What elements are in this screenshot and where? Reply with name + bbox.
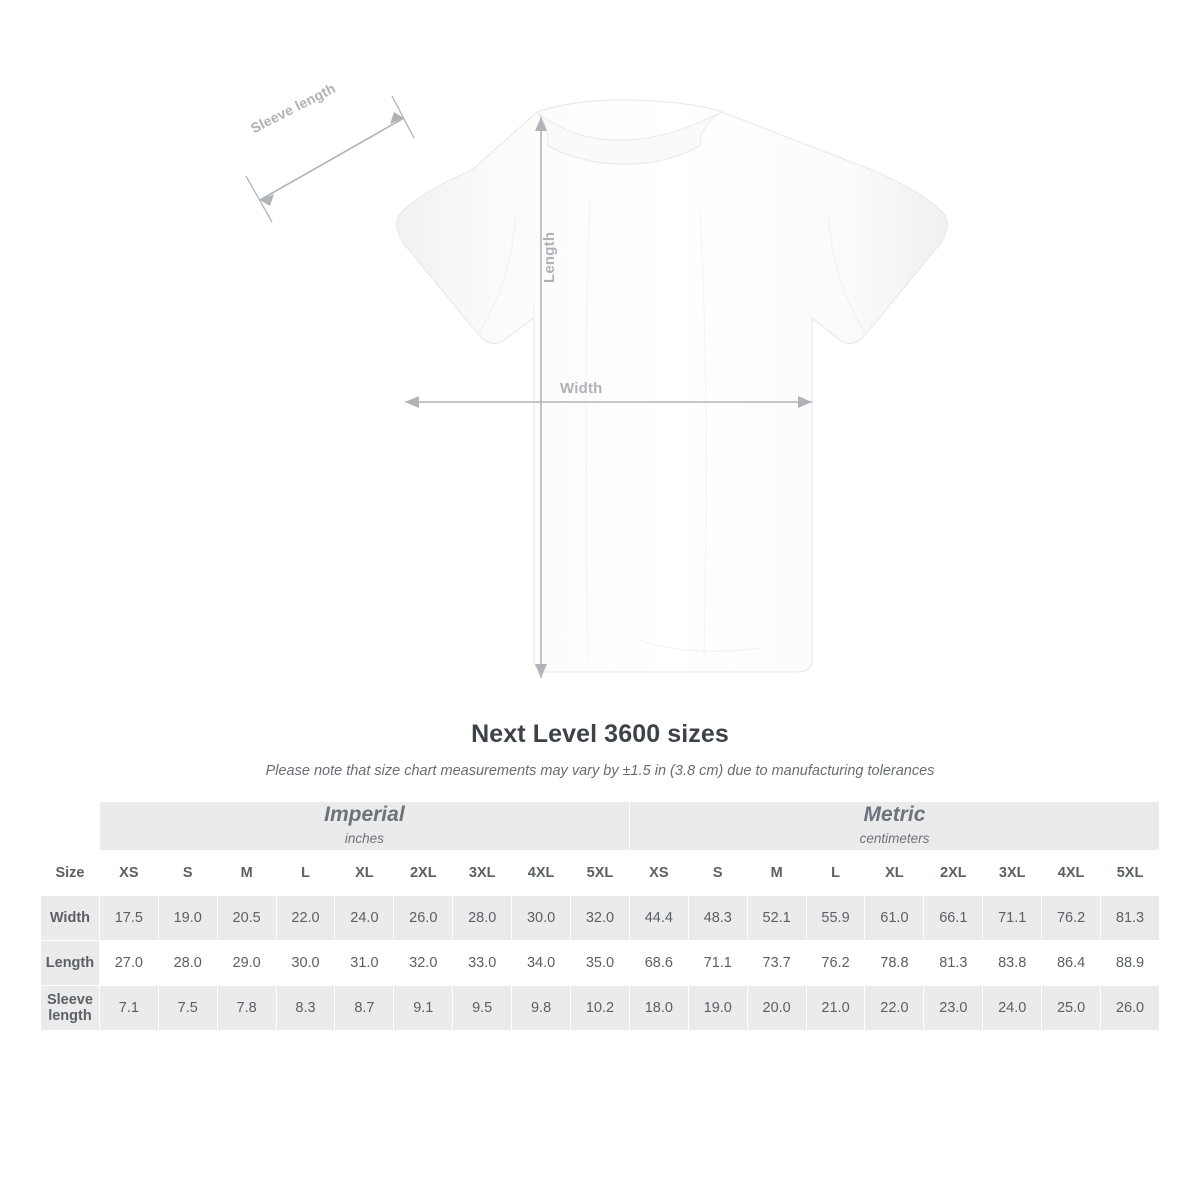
measurement-cell: 9.8 <box>512 985 571 1030</box>
size-chart-table <box>40 801 1160 1031</box>
measurement-cell: 7.8 <box>217 985 276 1030</box>
size-column-header: 2XL <box>394 850 453 895</box>
measurement-cell: 28.0 <box>453 895 512 940</box>
measurement-cell: 22.0 <box>276 895 335 940</box>
measurement-cell: 26.0 <box>1101 985 1160 1030</box>
measurement-row-label: Sleeve length <box>41 985 100 1030</box>
measurement-cell: 68.6 <box>629 940 688 985</box>
measurement-cell: 19.0 <box>158 895 217 940</box>
measurement-cell: 7.5 <box>158 985 217 1030</box>
measurement-row-label: Length <box>41 940 100 985</box>
unit-group-header <box>99 802 629 851</box>
size-table-wrapper <box>40 801 1160 1031</box>
table-row <box>41 895 1160 940</box>
measurement-cell: 81.3 <box>1101 895 1160 940</box>
page-title: Next Level 3600 sizes <box>471 720 729 748</box>
size-column-header: 3XL <box>453 850 512 895</box>
measurement-cell: 73.7 <box>747 940 806 985</box>
measurement-cell: 88.9 <box>1101 940 1160 985</box>
table-corner-cell <box>41 802 100 851</box>
measurement-cell: 9.5 <box>453 985 512 1030</box>
measurement-cell: 30.0 <box>276 940 335 985</box>
size-row-label: Size <box>41 850 100 895</box>
measurement-cell: 71.1 <box>688 940 747 985</box>
measurement-cell: 78.8 <box>865 940 924 985</box>
measurement-cell: 52.1 <box>747 895 806 940</box>
size-column-header: S <box>688 850 747 895</box>
unit-group-subtitle: centimeters <box>859 831 930 847</box>
measurement-cell: 25.0 <box>1042 985 1101 1030</box>
size-column-header: M <box>747 850 806 895</box>
measurement-cell: 28.0 <box>158 940 217 985</box>
tolerance-note: Please note that size chart measurements may vary by ±1.5 in (3.8 cm) due to manufacturing tolerances <box>265 763 935 779</box>
size-column-header: XS <box>629 850 688 895</box>
measurement-cell: 22.0 <box>865 985 924 1030</box>
table-row <box>41 940 1160 985</box>
measurement-cell: 18.0 <box>629 985 688 1030</box>
measurement-cell: 29.0 <box>217 940 276 985</box>
measurement-cell: 24.0 <box>983 985 1042 1030</box>
measurement-cell: 48.3 <box>688 895 747 940</box>
size-column-header: L <box>276 850 335 895</box>
measurement-cell: 17.5 <box>99 895 158 940</box>
measurement-cell: 44.4 <box>629 895 688 940</box>
measurement-cell: 71.1 <box>983 895 1042 940</box>
size-column-header: 5XL <box>571 850 630 895</box>
measurement-cell: 9.1 <box>394 985 453 1030</box>
size-column-header: 5XL <box>1101 850 1160 895</box>
measurement-cell: 20.0 <box>747 985 806 1030</box>
size-column-header: 2XL <box>924 850 983 895</box>
measurement-cell: 76.2 <box>806 940 865 985</box>
measurement-cell: 7.1 <box>99 985 158 1030</box>
measurement-cell: 20.5 <box>217 895 276 940</box>
measurement-cell: 55.9 <box>806 895 865 940</box>
unit-group-header <box>629 802 1159 851</box>
measurement-cell: 35.0 <box>571 940 630 985</box>
length-dimension-label: Length <box>541 231 558 283</box>
size-column-header: M <box>217 850 276 895</box>
measurement-cell: 21.0 <box>806 985 865 1030</box>
size-column-header: 4XL <box>1042 850 1101 895</box>
title-block <box>0 720 1200 779</box>
measurement-cell: 30.0 <box>512 895 571 940</box>
unit-header-row <box>41 802 1160 851</box>
measurement-row-label: Width <box>41 895 100 940</box>
measurement-cell: 76.2 <box>1042 895 1101 940</box>
measurement-cell: 66.1 <box>924 895 983 940</box>
unit-group-subtitle: inches <box>344 831 384 847</box>
measurement-cell: 24.0 <box>335 895 394 940</box>
table-row <box>41 985 1160 1030</box>
measurement-cell: 34.0 <box>512 940 571 985</box>
measurement-cell: 83.8 <box>983 940 1042 985</box>
measurement-cell: 19.0 <box>688 985 747 1030</box>
size-column-header: 4XL <box>512 850 571 895</box>
measurement-cell: 32.0 <box>571 895 630 940</box>
size-header-row <box>41 850 1160 895</box>
measurement-cell: 33.0 <box>453 940 512 985</box>
size-column-header: L <box>806 850 865 895</box>
size-column-header: S <box>158 850 217 895</box>
size-column-header: XS <box>99 850 158 895</box>
unit-group-name: Metric <box>863 803 926 826</box>
size-column-header: XL <box>865 850 924 895</box>
measurement-cell: 8.7 <box>335 985 394 1030</box>
sleeve-length-dimension-label: Sleeve length <box>248 79 339 137</box>
measurement-cell: 61.0 <box>865 895 924 940</box>
measurement-cell: 23.0 <box>924 985 983 1030</box>
width-dimension-label: Width <box>560 380 603 397</box>
size-column-header: XL <box>335 850 394 895</box>
measurement-cell: 31.0 <box>335 940 394 985</box>
measurement-cell: 26.0 <box>394 895 453 940</box>
measurement-cell: 32.0 <box>394 940 453 985</box>
size-column-header: 3XL <box>983 850 1042 895</box>
unit-group-name: Imperial <box>324 803 405 826</box>
measurement-cell: 86.4 <box>1042 940 1101 985</box>
measurement-cell: 10.2 <box>571 985 630 1030</box>
measurement-cell: 8.3 <box>276 985 335 1030</box>
measurement-cell: 81.3 <box>924 940 983 985</box>
measurement-cell: 27.0 <box>99 940 158 985</box>
